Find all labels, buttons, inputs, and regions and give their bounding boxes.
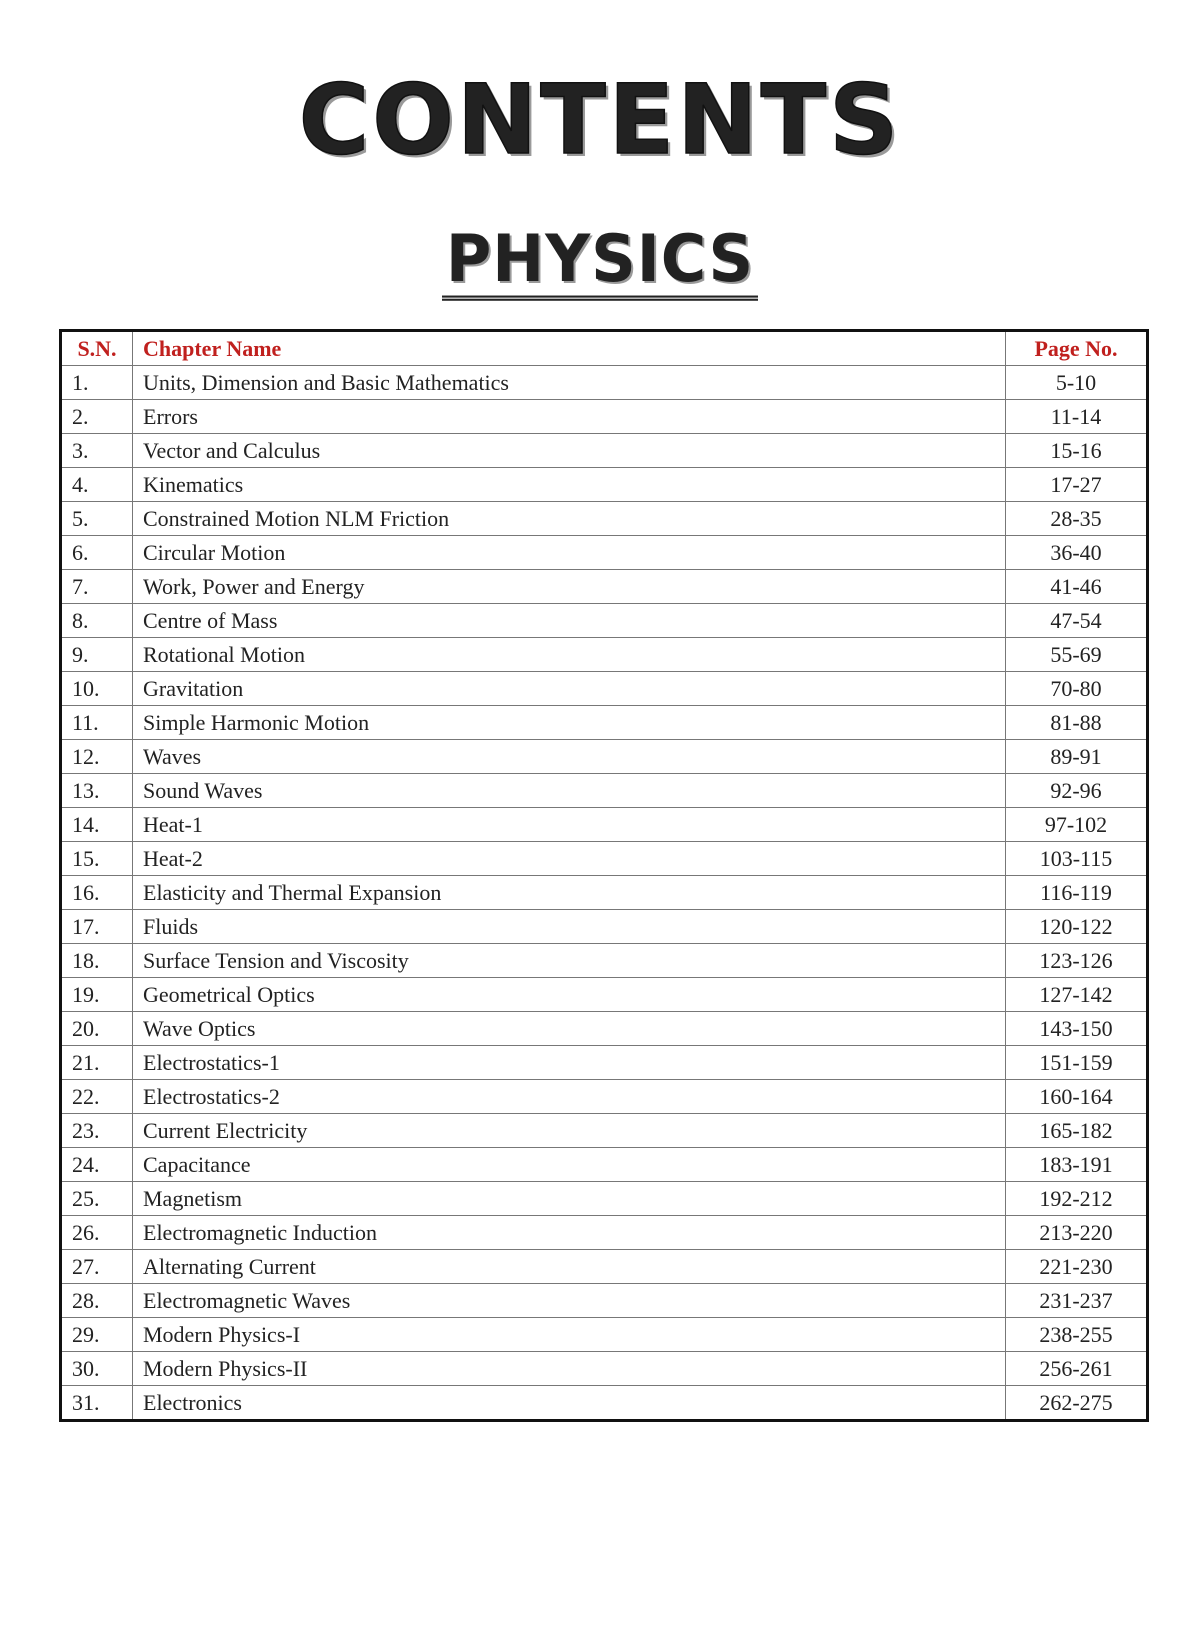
cell-sn: 30. [61, 1352, 133, 1386]
table-row [61, 672, 1148, 706]
cell-page-no: 231-237 [1006, 1284, 1148, 1318]
cell-chapter-name: Modern Physics-II [133, 1352, 1006, 1386]
cell-page-no: 192-212 [1006, 1182, 1148, 1216]
cell-page-no: 103-115 [1006, 842, 1148, 876]
cell-page-no: 123-126 [1006, 944, 1148, 978]
page-title: CONTENTS [298, 64, 902, 176]
cell-page-no: 238-255 [1006, 1318, 1148, 1352]
cell-sn: 16. [61, 876, 133, 910]
cell-page-no: 97-102 [1006, 808, 1148, 842]
cell-chapter-name: Units, Dimension and Basic Mathematics [133, 366, 1006, 400]
cell-page-no: 143-150 [1006, 1012, 1148, 1046]
cell-chapter-name: Modern Physics-I [133, 1318, 1006, 1352]
cell-page-no: 47-54 [1006, 604, 1148, 638]
cell-sn: 12. [61, 740, 133, 774]
table-row [61, 536, 1148, 570]
cell-chapter-name: Heat-1 [133, 808, 1006, 842]
cell-sn: 2. [61, 400, 133, 434]
cell-page-no: 151-159 [1006, 1046, 1148, 1080]
table-row [61, 434, 1148, 468]
cell-chapter-name: Current Electricity [133, 1114, 1006, 1148]
cell-sn: 10. [61, 672, 133, 706]
cell-sn: 23. [61, 1114, 133, 1148]
cell-sn: 11. [61, 706, 133, 740]
cell-sn: 5. [61, 502, 133, 536]
cell-chapter-name: Constrained Motion NLM Friction [133, 502, 1006, 536]
table-body [61, 366, 1148, 1421]
cell-sn: 9. [61, 638, 133, 672]
cell-chapter-name: Magnetism [133, 1182, 1006, 1216]
table-row [61, 502, 1148, 536]
cell-sn: 8. [61, 604, 133, 638]
cell-chapter-name: Electronics [133, 1386, 1006, 1421]
table-row [61, 1012, 1148, 1046]
table-row [61, 944, 1148, 978]
cell-chapter-name: Rotational Motion [133, 638, 1006, 672]
table-row [61, 1148, 1148, 1182]
cell-chapter-name: Circular Motion [133, 536, 1006, 570]
cell-sn: 18. [61, 944, 133, 978]
cell-page-no: 127-142 [1006, 978, 1148, 1012]
table-row [61, 876, 1148, 910]
cell-chapter-name: Electrostatics-2 [133, 1080, 1006, 1114]
cell-sn: 24. [61, 1148, 133, 1182]
cell-page-no: 160-164 [1006, 1080, 1148, 1114]
table-row [61, 774, 1148, 808]
cell-page-no: 120-122 [1006, 910, 1148, 944]
cell-chapter-name: Electromagnetic Waves [133, 1284, 1006, 1318]
cell-chapter-name: Vector and Calculus [133, 434, 1006, 468]
cell-chapter-name: Errors [133, 400, 1006, 434]
cell-sn: 29. [61, 1318, 133, 1352]
cell-page-no: 41-46 [1006, 570, 1148, 604]
table-row [61, 604, 1148, 638]
cell-page-no: 89-91 [1006, 740, 1148, 774]
cell-chapter-name: Sound Waves [133, 774, 1006, 808]
cell-sn: 6. [61, 536, 133, 570]
cell-page-no: 36-40 [1006, 536, 1148, 570]
cell-chapter-name: Centre of Mass [133, 604, 1006, 638]
table-row [61, 1318, 1148, 1352]
cell-chapter-name: Waves [133, 740, 1006, 774]
cell-chapter-name: Elasticity and Thermal Expansion [133, 876, 1006, 910]
section-title: PHYSICS [442, 226, 758, 301]
cell-page-no: 11-14 [1006, 400, 1148, 434]
cell-page-no: 165-182 [1006, 1114, 1148, 1148]
table-row [61, 740, 1148, 774]
table-row [61, 1216, 1148, 1250]
table-row [61, 842, 1148, 876]
cell-sn: 22. [61, 1080, 133, 1114]
cell-chapter-name: Electrostatics-1 [133, 1046, 1006, 1080]
cell-sn: 21. [61, 1046, 133, 1080]
table-header-row [61, 331, 1148, 366]
header-chapter-name: Chapter Name [133, 331, 1006, 366]
table-row [61, 638, 1148, 672]
cell-page-no: 183-191 [1006, 1148, 1148, 1182]
cell-chapter-name: Simple Harmonic Motion [133, 706, 1006, 740]
header-page-no: Page No. [1006, 331, 1148, 366]
cell-chapter-name: Gravitation [133, 672, 1006, 706]
cell-page-no: 213-220 [1006, 1216, 1148, 1250]
cell-sn: 3. [61, 434, 133, 468]
table-row [61, 366, 1148, 400]
section-title-wrapper [0, 219, 1200, 299]
cell-sn: 1. [61, 366, 133, 400]
cell-chapter-name: Kinematics [133, 468, 1006, 502]
cell-page-no: 221-230 [1006, 1250, 1148, 1284]
table-row [61, 1114, 1148, 1148]
cell-chapter-name: Alternating Current [133, 1250, 1006, 1284]
table-row [61, 706, 1148, 740]
cell-chapter-name: Capacitance [133, 1148, 1006, 1182]
cell-sn: 31. [61, 1386, 133, 1421]
cell-sn: 25. [61, 1182, 133, 1216]
cell-sn: 13. [61, 774, 133, 808]
table-row [61, 1250, 1148, 1284]
cell-page-no: 116-119 [1006, 876, 1148, 910]
cell-sn: 15. [61, 842, 133, 876]
table-row [61, 1080, 1148, 1114]
cell-sn: 17. [61, 910, 133, 944]
header-sn: S.N. [61, 331, 133, 366]
table-row [61, 808, 1148, 842]
contents-table [59, 329, 1149, 1422]
cell-sn: 20. [61, 1012, 133, 1046]
cell-page-no: 55-69 [1006, 638, 1148, 672]
cell-page-no: 17-27 [1006, 468, 1148, 502]
cell-page-no: 70-80 [1006, 672, 1148, 706]
cell-sn: 7. [61, 570, 133, 604]
cell-chapter-name: Work, Power and Energy [133, 570, 1006, 604]
cell-chapter-name: Heat-2 [133, 842, 1006, 876]
table-row [61, 1284, 1148, 1318]
table-row [61, 978, 1148, 1012]
cell-page-no: 92-96 [1006, 774, 1148, 808]
cell-sn: 26. [61, 1216, 133, 1250]
cell-sn: 14. [61, 808, 133, 842]
cell-sn: 28. [61, 1284, 133, 1318]
cell-chapter-name: Wave Optics [133, 1012, 1006, 1046]
cell-page-no: 256-261 [1006, 1352, 1148, 1386]
cell-sn: 27. [61, 1250, 133, 1284]
cell-page-no: 262-275 [1006, 1386, 1148, 1421]
table-row [61, 570, 1148, 604]
table-row [61, 1182, 1148, 1216]
table-row [61, 1386, 1148, 1421]
table-row [61, 468, 1148, 502]
cell-chapter-name: Electromagnetic Induction [133, 1216, 1006, 1250]
cell-sn: 4. [61, 468, 133, 502]
cell-page-no: 5-10 [1006, 366, 1148, 400]
table-row [61, 1352, 1148, 1386]
cell-sn: 19. [61, 978, 133, 1012]
cell-chapter-name: Surface Tension and Viscosity [133, 944, 1006, 978]
table-row [61, 910, 1148, 944]
cell-chapter-name: Fluids [133, 910, 1006, 944]
cell-page-no: 81-88 [1006, 706, 1148, 740]
cell-page-no: 28-35 [1006, 502, 1148, 536]
table-row [61, 1046, 1148, 1080]
table-row [61, 400, 1148, 434]
cell-chapter-name: Geometrical Optics [133, 978, 1006, 1012]
cell-page-no: 15-16 [1006, 434, 1148, 468]
